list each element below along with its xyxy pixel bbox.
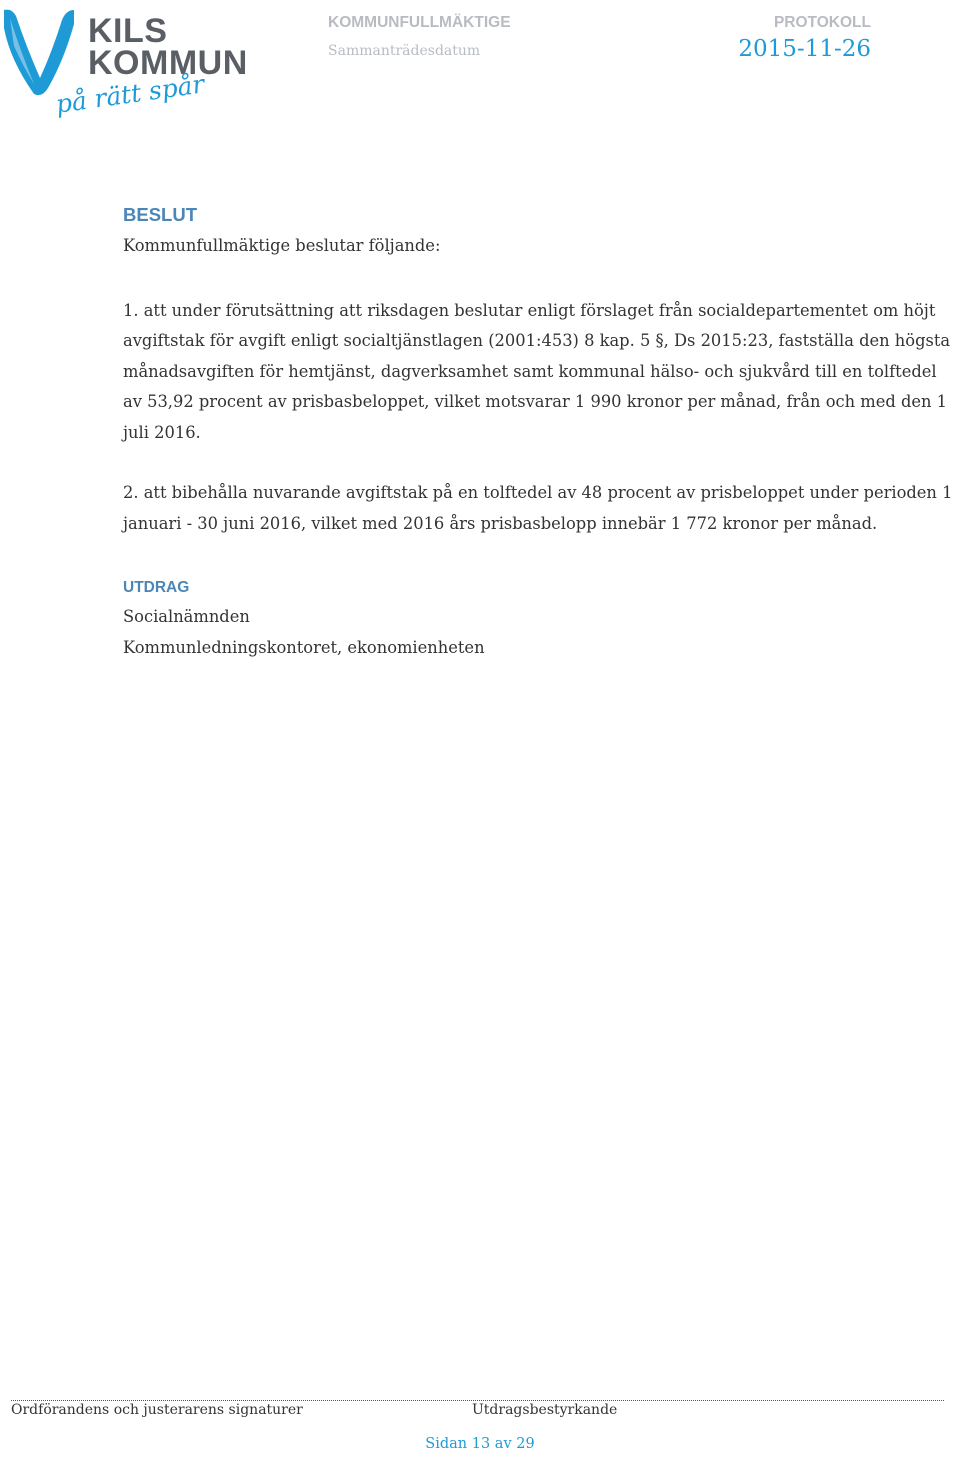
header-date-label: Sammanträdesdatum [328, 43, 481, 59]
decision-item-2: 2. att bibehålla nuvarande avgiftstak på en tolftedel av 48 procent av prisbeloppet under perioden 1 januari - 30 juni 2016, vilket med 2016 års prisbasbelopp innebär 1 772 kronor per månad. [123, 483, 953, 533]
excerpt-recipient: Socialnämnden [123, 607, 250, 626]
decision-item-1: 1. att under förutsättning att riksdagen beslutar enligt förslaget från socialdepartementet om höjt avgiftstak för avgift enligt socialtjänstlagen (2001:453) 8 kap. 5 §, Ds 2015:23, fastställa den högsta månadsavgiften för hemtjänst, dagverksamhet samt kommunal hälso- och sjukvård till en tolftedel av 53,92 procent av prisbasbeloppet, vilket motsvarar 1 990 kronor per månad, från och med den 1 juli 2016. [123, 300, 951, 442]
logo-name-line2: KOMMUN [88, 44, 248, 82]
kils-kommun-logo [4, 6, 248, 131]
logo-tagline: på rätt spår [53, 69, 207, 119]
logo-name-line1: KILS [88, 12, 168, 50]
header-date: 2015-11-26 [738, 36, 871, 62]
header-doc-type: KOMMUNFULLMÄKTIGE [328, 14, 511, 31]
decision-heading: BESLUT [123, 204, 197, 225]
decision-intro: Kommunfullmäktige beslutar följande: [123, 236, 441, 255]
excerpt-recipient: Kommunledningskontoret, ekonomienheten [123, 637, 485, 657]
document-body [123, 203, 958, 663]
footer-certification-label: Utdragsbestyrkande [472, 1402, 618, 1418]
footer-signatures-label: Ordförandens och justerarens signaturer [11, 1402, 303, 1418]
page-number: Sidan 13 av 29 [425, 1436, 535, 1452]
excerpt-heading: UTDRAG [123, 579, 190, 596]
header-protocol-label: PROTOKOLL [773, 14, 871, 31]
excerpt-section [123, 578, 958, 663]
footer-divider [11, 1400, 944, 1401]
